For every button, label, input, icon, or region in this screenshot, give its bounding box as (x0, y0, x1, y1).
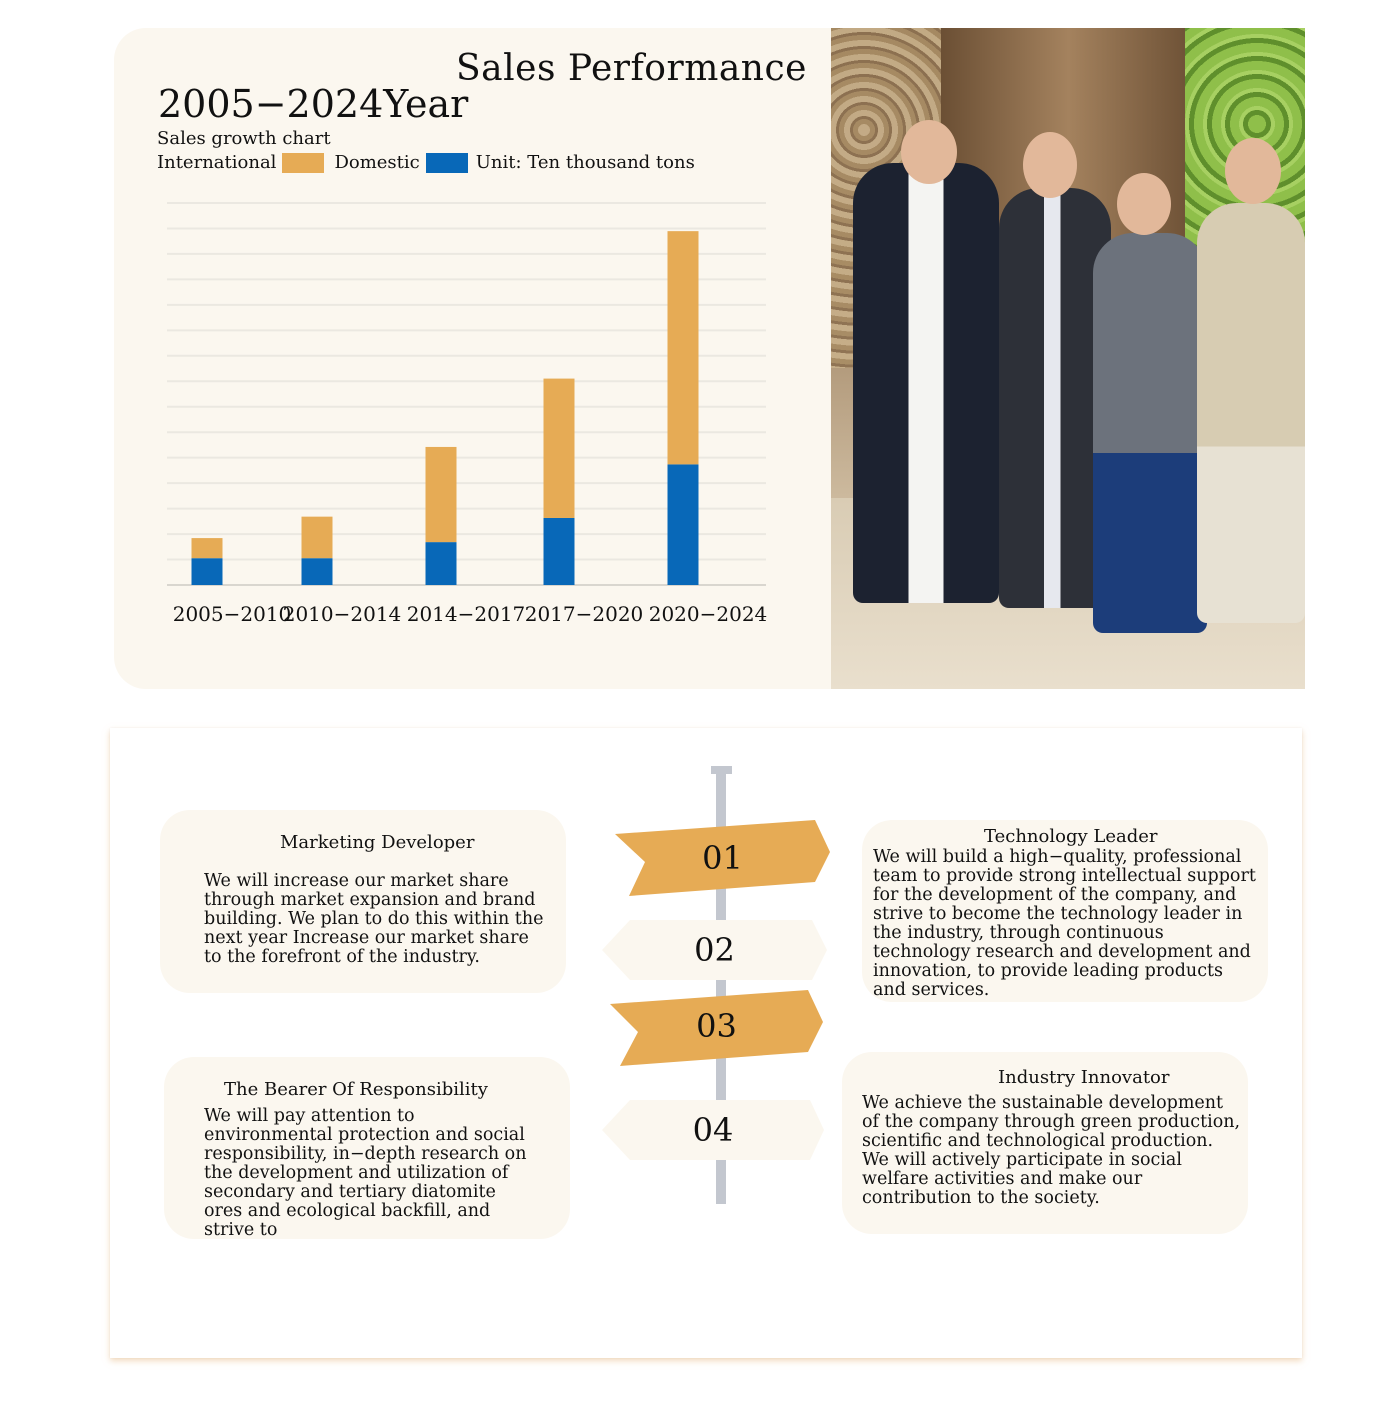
legend-label-domestic: Domestic (334, 152, 420, 173)
bar-international-4 (544, 379, 575, 518)
x-tick-label: 2017−2020 (524, 602, 644, 626)
person-4-head (1225, 138, 1281, 204)
step-number: 02 (694, 931, 735, 969)
bar-international-3 (426, 447, 457, 542)
sales-chart-card (114, 28, 1305, 689)
person-3-head (1117, 173, 1171, 235)
step-tag-04 (602, 1100, 824, 1160)
bar-international-1 (192, 538, 223, 558)
x-tick-label: 2020−2024 (648, 602, 768, 626)
section-title: Industry Innovator (998, 1067, 1170, 1088)
team-photo (831, 28, 1305, 689)
section-marketing-developer (160, 810, 566, 993)
bar-international-5 (668, 231, 699, 464)
bar-domestic-5 (668, 464, 699, 585)
section-text: We achieve the sustainable development of the company through green production, scientific and technological production. We will actively participate in social welfare activities and make our contribution to the society. (862, 1093, 1241, 1208)
chart-title: Sales Performance (456, 48, 807, 89)
bar-domestic-2 (302, 558, 333, 585)
person-4 (1197, 203, 1305, 623)
x-tick-label: 2014−2017 (406, 602, 526, 626)
step-number: 03 (696, 1007, 737, 1045)
signpost-cap (711, 766, 732, 774)
x-tick-label: 2010−2014 (282, 602, 402, 626)
step-tag-01 (615, 820, 830, 896)
section-title: The Bearer Of Responsibility (224, 1079, 488, 1100)
bar-domestic-3 (426, 542, 457, 585)
legend-swatch-domestic (426, 153, 468, 173)
chart-unit: Unit: Ten thousand tons (475, 152, 695, 173)
bar-domestic-4 (544, 518, 575, 585)
section-title: Technology Leader (984, 826, 1158, 847)
section-title: Marketing Developer (280, 832, 475, 853)
section-text: We will build a high−quality, professional team to provide strong intellectual support for the development of the company, and strive to become the technology leader in the industry, through continuous technology research and development and innovation, to provide leading products and services. (873, 847, 1256, 1000)
x-tick-label: 2005−2010 (172, 602, 292, 626)
section-text: We will increase our market share through market expansion and brand building. We plan to do this within the next year Increase our market share to the forefront of the industry. (204, 871, 544, 967)
bar-international-2 (302, 517, 333, 559)
section-bearer-of-responsibility (164, 1057, 570, 1239)
section-technology-leader (862, 820, 1268, 1002)
strategy-card (110, 728, 1302, 1358)
section-text: We will pay attention to environmental protection and social responsibility, in−depth research on the development and utilization of secondary and tertiary diatomite ores and ecological backfill, and strive to (204, 1106, 527, 1240)
section-industry-innovator (842, 1052, 1248, 1234)
step-tag-03 (610, 990, 823, 1066)
legend-label-international: International (157, 152, 277, 173)
person-1-head (901, 120, 957, 184)
chart-subtitle: Sales growth chart (157, 128, 331, 149)
bar-domestic-1 (192, 558, 223, 585)
person-3 (1093, 233, 1207, 633)
step-number: 04 (692, 1111, 734, 1149)
legend-swatch-international (282, 153, 324, 173)
person-2-head (1023, 132, 1077, 198)
person-1 (853, 163, 999, 603)
step-number: 01 (702, 839, 743, 877)
step-tag-02 (602, 920, 827, 980)
chart-year-range: 2005−2024Year (158, 82, 469, 126)
chart-legend (157, 152, 695, 173)
